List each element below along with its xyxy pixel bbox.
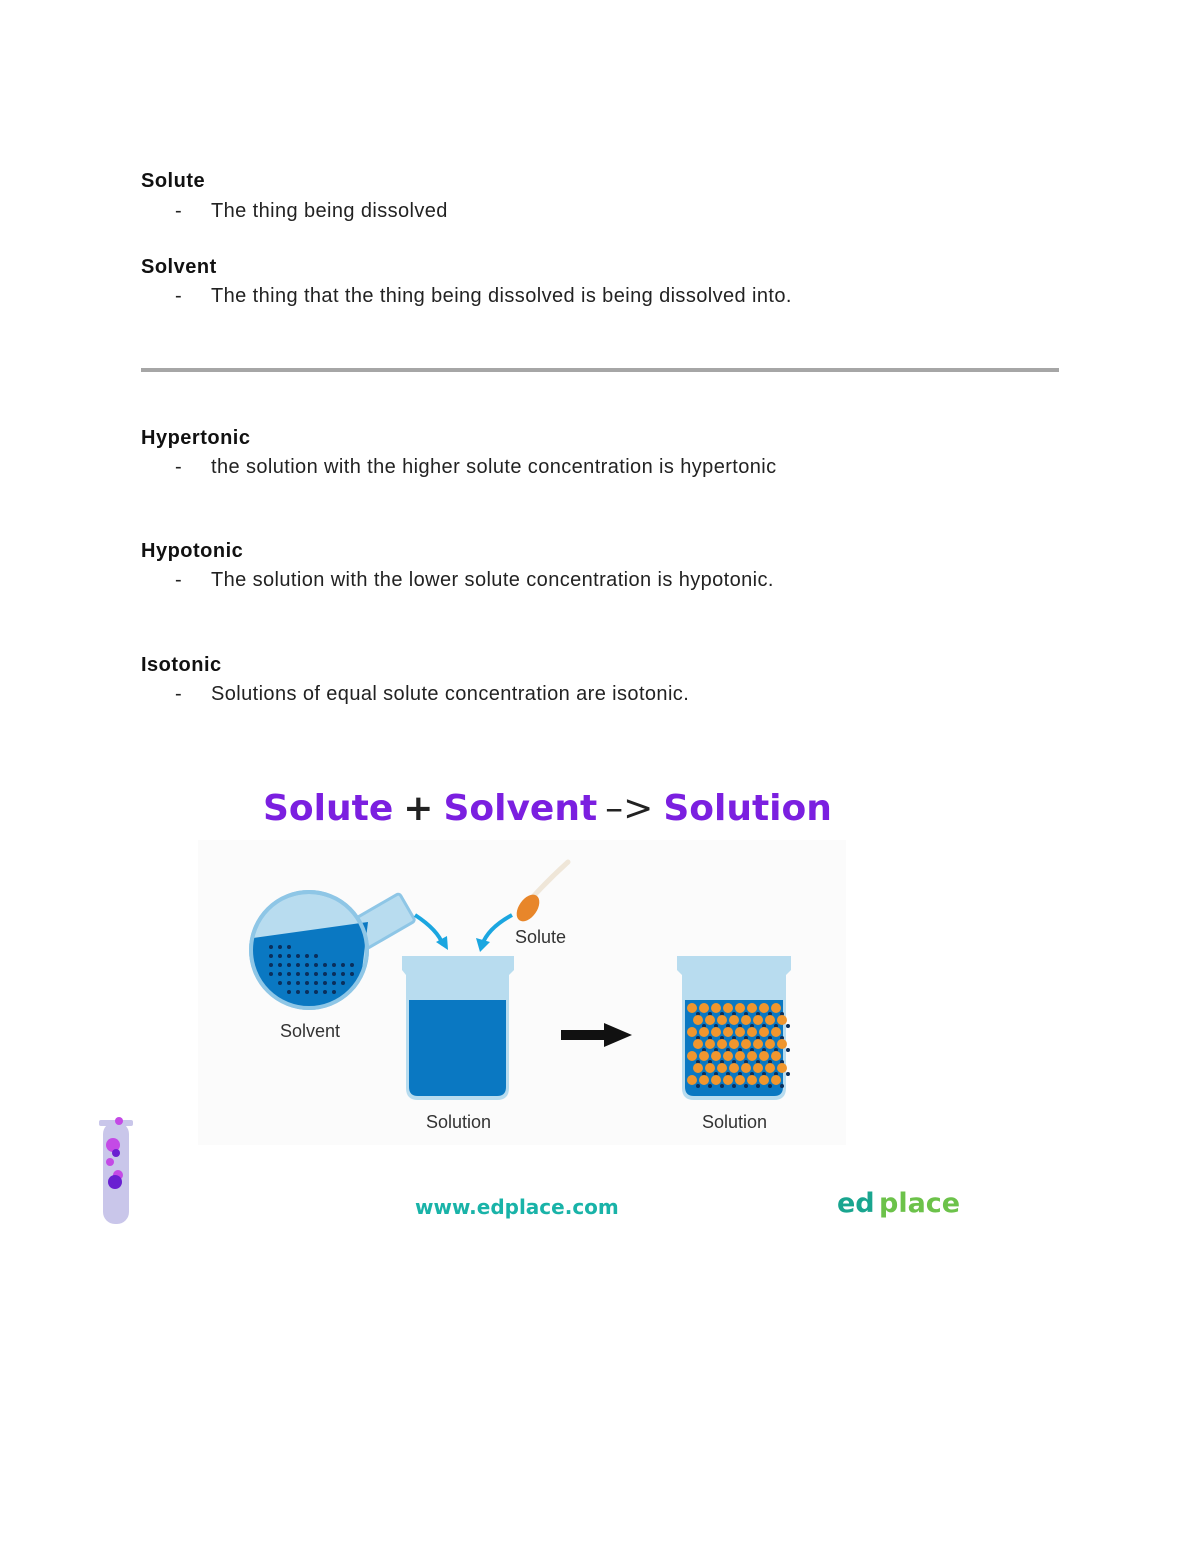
solute-particle [717, 1039, 727, 1049]
solute-particle [777, 1039, 787, 1049]
solvent-particle [296, 963, 300, 967]
definition-text: Solutions of equal solute concentration are isotonic. [211, 683, 690, 705]
solute-particle [687, 1051, 697, 1061]
solute-particle [729, 1063, 739, 1073]
solute-particle [717, 1063, 727, 1073]
solvent-particle [287, 990, 291, 994]
solute-particle [687, 1075, 697, 1085]
solvent-particle [278, 954, 282, 958]
solute-particle [705, 1039, 715, 1049]
solvent-particle [332, 972, 336, 976]
note-solvent-term: Solvent [141, 256, 217, 278]
solute-particle [723, 1027, 733, 1037]
solute-particle [747, 1003, 757, 1013]
solution-diagram [0, 770, 1200, 1240]
note-isotonic-term: Isotonic [141, 654, 222, 676]
definition-text: the solution with the higher solute concentration is hypertonic [211, 456, 777, 478]
solvent-particle [350, 972, 354, 976]
solute-particle [771, 1075, 781, 1085]
solute-particle [735, 1003, 745, 1013]
note-hypotonic-term: Hypotonic [141, 540, 244, 562]
beaker-solution-icon [677, 956, 791, 1100]
solute-particle [729, 1039, 739, 1049]
solvent-particle [296, 954, 300, 958]
solute-particle [699, 1075, 709, 1085]
solvent-particle [305, 981, 309, 985]
solvent-particle [269, 945, 273, 949]
solvent-particle [332, 990, 336, 994]
solvent-particle [305, 963, 309, 967]
solute-particle [777, 1063, 787, 1073]
definition-text: The thing being dissolved [211, 200, 448, 222]
solvent-particle [296, 981, 300, 985]
solvent-particle [269, 963, 273, 967]
solvent-particle [323, 981, 327, 985]
solvent-particle [305, 954, 309, 958]
solute-particle [753, 1039, 763, 1049]
solvent-particle [708, 1084, 712, 1088]
solvent-particle [696, 1084, 700, 1088]
solute-particle [723, 1075, 733, 1085]
solute-particle [735, 1027, 745, 1037]
diagram-title: Solute + Solvent –> Solution [263, 788, 832, 829]
solution-diagram-svg [0, 770, 1200, 1240]
solute-particle [777, 1015, 787, 1025]
svg-text:ed: ed [837, 1188, 875, 1219]
solvent-particle [314, 963, 318, 967]
solute-particle [699, 1027, 709, 1037]
solute-particle [771, 1027, 781, 1037]
solute-particle [765, 1039, 775, 1049]
solute-particle [741, 1015, 751, 1025]
solvent-particle [269, 954, 273, 958]
solvent-particle [732, 1084, 736, 1088]
beaker-solvent-icon [402, 956, 514, 1100]
svg-text:place: place [879, 1188, 961, 1219]
solute-particle [747, 1051, 757, 1061]
solvent-particle [332, 963, 336, 967]
solute-particle [747, 1027, 757, 1037]
edplace-logo [837, 1188, 960, 1219]
solvent-particle [305, 990, 309, 994]
solute-particle [741, 1063, 751, 1073]
solute-particle [693, 1039, 703, 1049]
solute-particle [705, 1063, 715, 1073]
bullet-dash: - [175, 569, 183, 591]
solvent-particle [287, 981, 291, 985]
test-tube-icon [99, 1117, 133, 1224]
solvent-particle [786, 1048, 790, 1052]
label-solution-right: Solution [702, 1112, 768, 1132]
solute-particle [765, 1015, 775, 1025]
solute-particle [729, 1015, 739, 1025]
solute-particle [765, 1063, 775, 1073]
solute-particle [699, 1003, 709, 1013]
solvent-particle [314, 990, 318, 994]
solute-particle [723, 1003, 733, 1013]
definition-text: The solution with the lower solute concentration is hypotonic. [211, 569, 774, 591]
note-isotonic-definition [175, 683, 689, 706]
solute-particle [771, 1003, 781, 1013]
website-url: www.edplace.com [415, 1195, 619, 1219]
solvent-particle [341, 972, 345, 976]
note-hypotonic-definition [175, 569, 774, 592]
solvent-particle [314, 981, 318, 985]
solvent-particle [314, 972, 318, 976]
solute-particle [699, 1051, 709, 1061]
solute-particle [687, 1027, 697, 1037]
solvent-particle [332, 981, 336, 985]
solvent-particle [780, 1084, 784, 1088]
solute-particle [723, 1051, 733, 1061]
solvent-particle [296, 990, 300, 994]
horizontal-divider [141, 368, 1059, 372]
solute-particle [771, 1051, 781, 1061]
solute-particle [693, 1015, 703, 1025]
solute-particle [693, 1063, 703, 1073]
bullet-dash: - [175, 285, 183, 307]
note-hypertonic-definition [175, 456, 777, 479]
solvent-particle [278, 945, 282, 949]
note-hypertonic-term: Hypertonic [141, 427, 251, 449]
solvent-particle [744, 1084, 748, 1088]
solute-particle [711, 1075, 721, 1085]
definition-text: The thing that the thing being dissolved is being dissolved into. [211, 285, 792, 307]
solute-particle [741, 1039, 751, 1049]
solute-particle [753, 1015, 763, 1025]
solvent-particle [768, 1084, 772, 1088]
solute-particle [759, 1027, 769, 1037]
label-solute: Solute [515, 927, 567, 947]
solvent-particle [287, 945, 291, 949]
solute-particle [687, 1003, 697, 1013]
solvent-particle [278, 972, 282, 976]
solvent-particle [287, 954, 291, 958]
solvent-particle [278, 963, 282, 967]
solvent-particle [341, 963, 345, 967]
label-solvent: Solvent [280, 1021, 341, 1041]
solvent-particle [341, 981, 345, 985]
solute-particle [759, 1003, 769, 1013]
bullet-dash: - [175, 683, 183, 705]
bullet-dash: - [175, 200, 183, 222]
note-solvent-definition [175, 285, 792, 308]
bullet-dash: - [175, 456, 183, 478]
solute-particle [711, 1027, 721, 1037]
solvent-particle [305, 972, 309, 976]
solvent-particle [287, 963, 291, 967]
solvent-particle [323, 963, 327, 967]
solvent-particle [756, 1084, 760, 1088]
solute-particle [711, 1003, 721, 1013]
solute-particle [711, 1051, 721, 1061]
solvent-particle [786, 1024, 790, 1028]
solvent-particle [323, 990, 327, 994]
solvent-particle [786, 1072, 790, 1076]
solvent-particle [720, 1084, 724, 1088]
solute-particle [717, 1015, 727, 1025]
solvent-particle [278, 981, 282, 985]
solute-particle [735, 1051, 745, 1061]
solute-particle [747, 1075, 757, 1085]
solvent-particle [296, 972, 300, 976]
solute-particle [735, 1075, 745, 1085]
note-solute-term: Solute [141, 170, 206, 192]
label-solution-left: Solution [426, 1112, 492, 1132]
solvent-particle [350, 963, 354, 967]
solvent-particle [323, 972, 327, 976]
solvent-particle [269, 972, 273, 976]
solvent-particle [314, 954, 318, 958]
note-solute-definition [175, 200, 448, 223]
solute-particle [753, 1063, 763, 1073]
solute-particle [759, 1051, 769, 1061]
solute-particle [759, 1075, 769, 1085]
solute-particle [705, 1015, 715, 1025]
solvent-particle [287, 972, 291, 976]
